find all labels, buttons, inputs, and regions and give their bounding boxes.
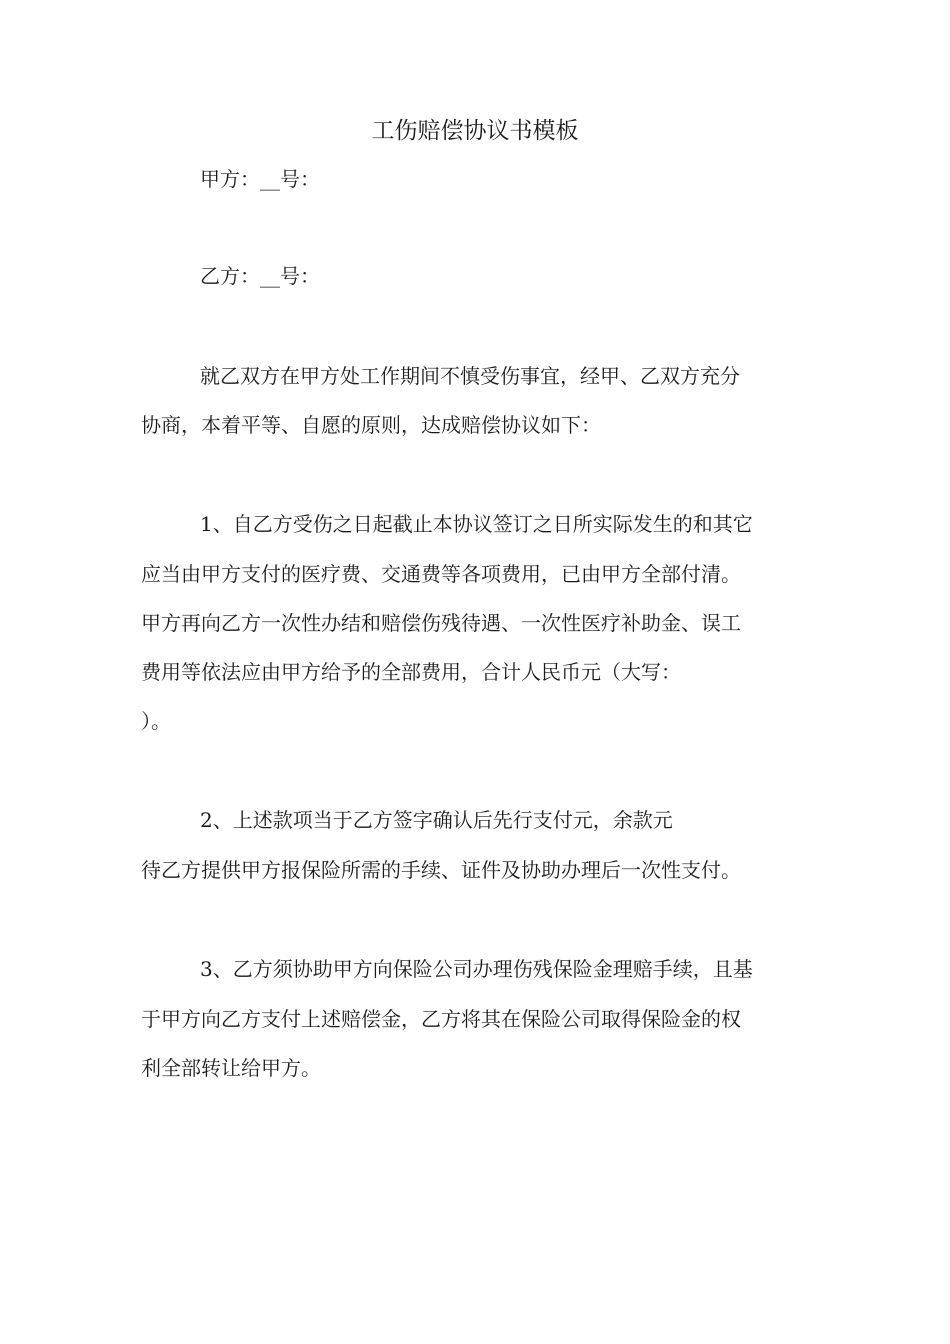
clause3-line-1: 3、乙方须协助甲方向保险公司办理伤残保险金理赔手续，且基 — [200, 957, 753, 981]
party-b-line: 乙方：__号： — [200, 264, 320, 288]
clause1-line-3: 甲方再向乙方一次性办结和赔偿伤残待遇、一次性医疗补助金、误工 — [141, 611, 741, 635]
clause1-line-2: 应当由甲方支付的医疗费、交通费等各项费用，已由甲方全部付清。 — [141, 562, 741, 586]
clause3-line-3: 利全部转让给甲方。 — [141, 1056, 321, 1080]
clause2-line-1: 2、上述款项当于乙方签字确认后先行支付元，余款元 — [200, 808, 673, 832]
clause1-line-1: 1、自乙方受伤之日起截止本协议签订之日所实际发生的和其它 — [200, 512, 753, 536]
clause3-line-2: 于甲方向乙方支付上述赔偿金，乙方将其在保险公司取得保险金的权 — [141, 1007, 741, 1031]
clause2-line-2: 待乙方提供甲方报保险所需的手续、证件及协助办理后一次性支付。 — [141, 858, 741, 882]
clause1-line-5: ）。 — [141, 709, 171, 733]
party-a-line: 甲方：__号： — [200, 167, 320, 191]
intro-line-1: 就乙双方在甲方处工作期间不慎受伤事宜，经甲、乙双方充分 — [200, 364, 740, 388]
clause1-line-4: 费用等依法应由甲方给予的全部费用，合计人民币元（大写： — [141, 660, 681, 684]
intro-line-2: 协商，本着平等、自愿的原则，达成赔偿协议如下： — [141, 413, 601, 437]
document-title: 工伤赔偿协议书模板 — [371, 118, 579, 144]
